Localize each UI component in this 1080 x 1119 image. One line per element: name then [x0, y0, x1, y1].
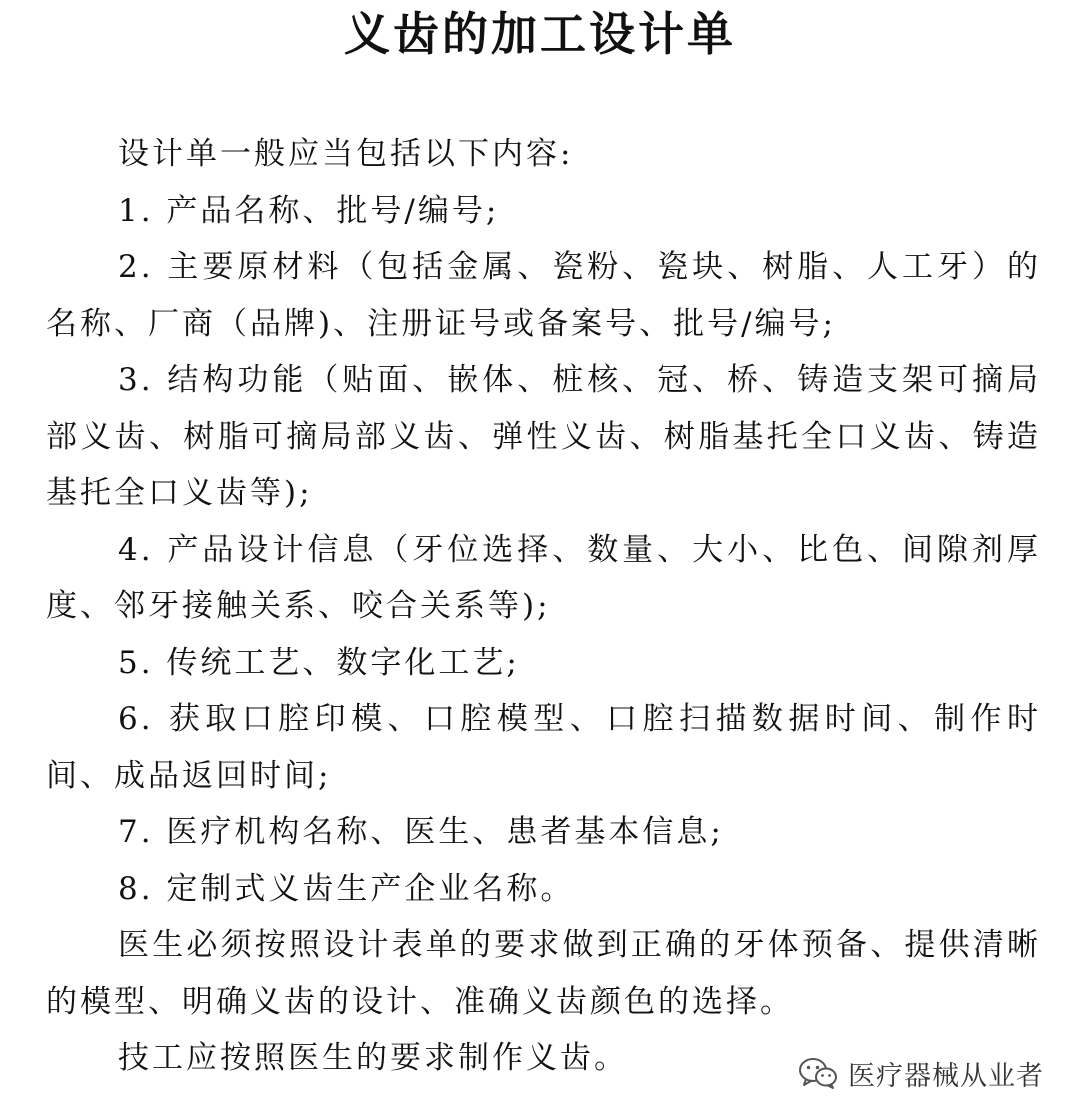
- wechat-icon: [798, 1056, 848, 1090]
- list-item-2: 2. 主要原材料（包括金属、瓷粉、瓷块、树脂、人工牙）的名称、厂商（品牌)、注册证号或备案号、批号/编号;: [46, 249, 1041, 342]
- list-item-5: 5. 传统工艺、数字化工艺;: [118, 644, 520, 681]
- list-item-1: 1. 产品名称、批号/编号;: [118, 192, 500, 229]
- list-item-4: 4. 产品设计信息（牙位选择、数量、大小、比色、间隙剂厚度、邻牙接触关系、咬合关系等);: [46, 531, 1041, 624]
- doctor-paragraph: 医生必须按照设计表单的要求做到正确的牙体预备、提供清晰的模型、明确义齿的设计、准确义齿颜色的选择。: [46, 927, 1041, 1020]
- intro-paragraph: 设计单一般应当包括以下内容:: [118, 136, 574, 172]
- watermark-text: 医疗器械从业者: [848, 1060, 1044, 1092]
- list-item-7: 7. 医疗机构名称、医生、患者基本信息;: [118, 814, 724, 850]
- list-item-6: 6. 获取口腔印模、口腔模型、口腔扫描数据时间、制作时间、成品返回时间;: [46, 701, 1041, 794]
- technician-paragraph: 技工应按照医生的要求制作义齿。: [118, 1040, 628, 1076]
- list-item-8: 8. 定制式义齿生产企业名称。: [118, 870, 575, 907]
- list-item-3: 3. 结构功能（贴面、嵌体、桩核、冠、桥、铸造支架可摘局部义齿、树脂可摘局部义齿、弹性义齿、树脂基托全口义齿、铸造基托全口义齿等);: [46, 362, 1041, 511]
- watermark: [798, 1051, 1044, 1095]
- document-body: [46, 126, 1041, 1087]
- document-title: 义齿的加工设计单: [344, 7, 736, 61]
